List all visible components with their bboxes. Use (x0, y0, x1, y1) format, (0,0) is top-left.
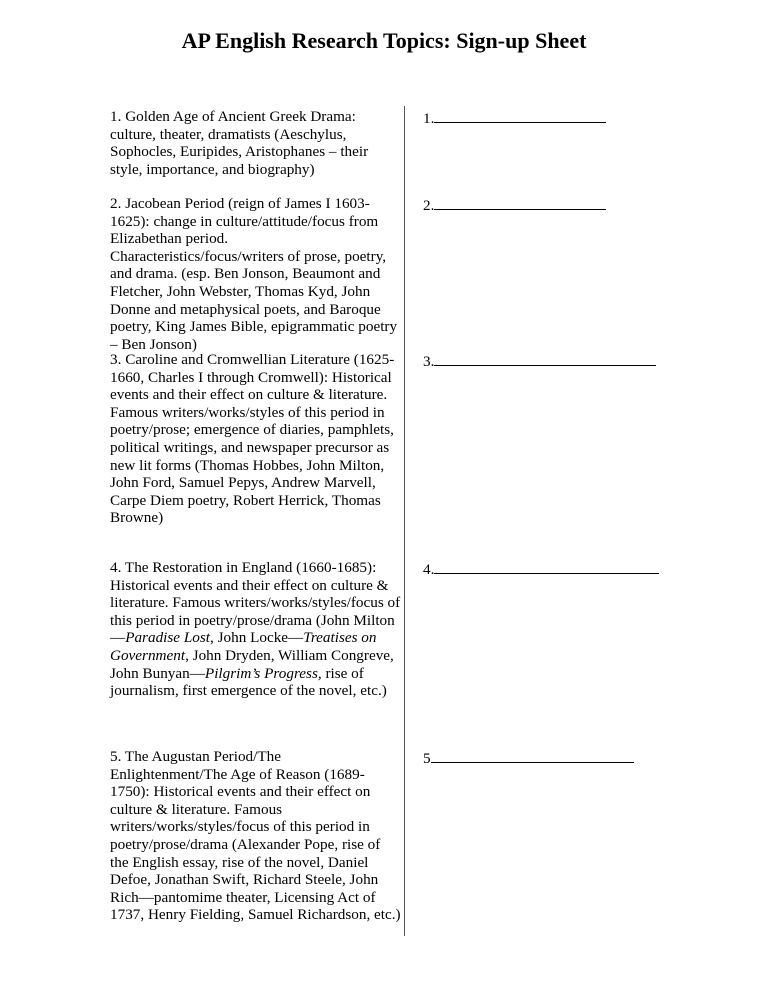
signup-blank[interactable] (434, 351, 656, 366)
work-title: Paradise Lost (125, 629, 210, 647)
work-title: Pilgrim’s Progress, (204, 664, 322, 682)
signup-line-2[interactable] (423, 195, 606, 215)
topic-text: , John Dryden, William Congreve, John Bunyan— (110, 646, 394, 682)
signup-blank[interactable] (434, 559, 659, 574)
signup-line-5[interactable] (423, 748, 634, 768)
topic-3 (110, 351, 402, 527)
signup-number: 3. (423, 353, 435, 370)
topic-text: rise of journalism, first emergence of the novel, etc.) (110, 664, 387, 700)
signup-blank[interactable] (434, 195, 606, 210)
topic-1 (110, 108, 402, 178)
topic-4 (110, 559, 402, 700)
signup-number: 4. (423, 561, 435, 578)
topic-text: 1. Golden Age of Ancient Greek Drama: culture, theater, dramatists (Aeschylus, Sophocles, Euripides, Aristophanes – their style, importance, and biography) (110, 108, 369, 178)
topic-text: , John Locke— (210, 629, 304, 647)
signup-number: 1. (423, 110, 435, 127)
signup-line-1[interactable] (423, 108, 606, 128)
signup-line-3[interactable] (423, 351, 656, 371)
signup-number: 2. (423, 197, 435, 214)
work-title: Treatises on Government (110, 629, 377, 664)
topic-text: 4. The Restoration in England (1660-1685): Historical events and their effect on culture & literature. Famous writers/works/styles/focus of this period in poetry/prose/drama (John Milton— (110, 559, 401, 647)
column-divider (404, 106, 405, 936)
topic-2 (110, 195, 402, 353)
topic-5 (110, 748, 402, 924)
signup-number: 5 (423, 750, 431, 767)
signup-line-4[interactable] (423, 559, 659, 579)
signup-blank[interactable] (434, 108, 606, 123)
page-title: AP English Research Topics: Sign-up Sheet (181, 28, 587, 53)
topic-text: 3. Caroline and Cromwellian Literature (1625-1660, Charles I through Cromwell): Historical events and their effect on culture & literature. Famous writers/works/styles of this period in poetry/prose; emergence of diaries, pamphlets, political writings, and newspaper precursor as new lit forms (Thomas Hobbes, John Milton, John Ford, Samuel Pepys, Andrew Marvell, Carpe Diem poetry, Robert Herrick, Thomas Browne) (110, 351, 395, 527)
topic-text: 2. Jacobean Period (reign of James I 1603-1625): change in culture/attitude/focus from Elizabethan period. Characteristics/focus/writers of prose, poetry, and drama. (esp. Ben Jonson, Beaumont and Fletcher, John Webster, Thomas Kyd, John Donne and metaphysical poets, and Baroque poetry, King James Bible, epigrammatic poetry – Ben Jonson) (110, 195, 398, 353)
signup-blank[interactable] (431, 748, 634, 763)
topic-text: 5. The Augustan Period/The Enlightenment/The Age of Reason (1689-1750): Historical events and their effect on culture & literature. Famous writers/works/styles/focus of this period in poetry/prose/drama (Alexander Pope, rise of the English essay, rise of the novel, Daniel Defoe, Jonathan Swift, Richard Steele, John Rich—pantomime theater, Licensing Act of 1737, Henry Fielding, Samuel Richardson, etc.) (110, 748, 401, 924)
